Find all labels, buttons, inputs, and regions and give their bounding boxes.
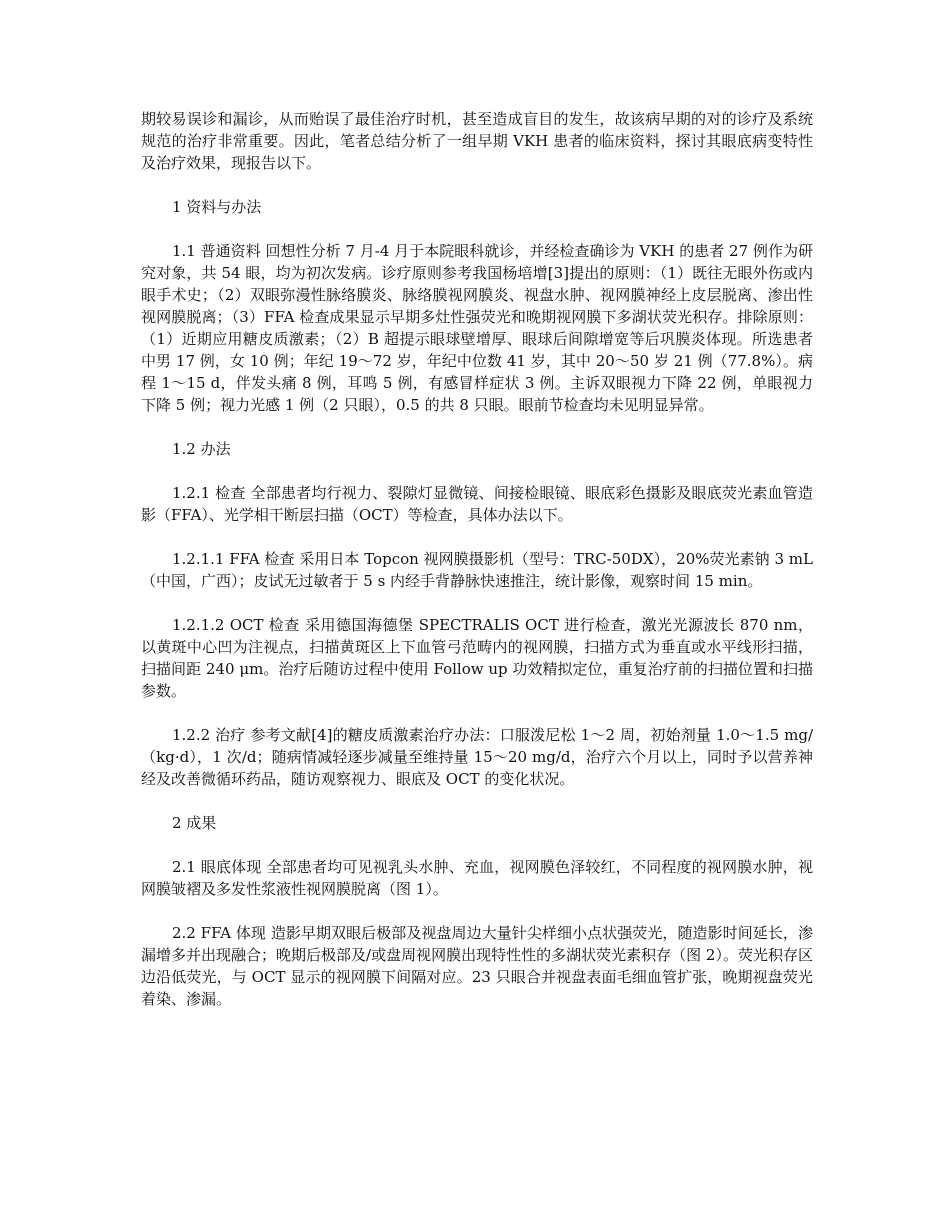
paragraph-ffa-examination: 1.2.1.1 FFA 检查 采用日本 Topcon 视网膜摄影机（型号：TRC-50DX），20%荧光素钠 3 mL（中国，广西）；皮试无过敏者于 5 s 内经手背静脉快速推注，统计影像，观察时间 15 min。 [141, 550, 813, 590]
section-heading-results: 2 成果 [172, 814, 217, 832]
document-page [141, 108, 813, 1032]
paragraph-intro-continuation: 期较易误诊和漏诊，从而贻误了最佳治疗时机，甚至造成盲目的发生，故该病早期的对的诊疗及系统规范的治疗非常重要。因此，笔者总结分析了一组早期 VKH 患者的临床资料，探讨其眼底病变特性及治疗效果，现报告以下。 [141, 110, 813, 172]
paragraph-examination: 1.2.1 检查 全部患者均行视力、裂隙灯显微镜、间接检眼镜、眼底彩色摄影及眼底荧光素血管造影（FFA）、光学相干断层扫描（OCT）等检查，具体办法以下。 [141, 484, 813, 524]
paragraph-fundus-findings: 2.1 眼底体现 全部患者均可见视乳头水肿、充血，视网膜色泽较红，不同程度的视网膜水肿，视网膜皱褶及多发性浆液性视网膜脱离（图 1）。 [141, 858, 813, 898]
paragraph-general-data: 1.1 普通资料 回想性分析 7 月-4 月于本院眼科就诊，并经检查确诊为 VKH 的患者 27 例作为研究对象，共 54 眼，均为初次发病。诊疗原则参考我国杨培增[3]提出的原则：（1）既往无眼外伤或内眼手术史；（2）双眼弥漫性脉络膜炎、脉络膜视网膜炎、视盘水肿、视网膜神经上皮层脱离、渗出性视网膜脱离；（3）FFA 检查成果显示早期多灶性强荧光和晚期视网膜下多湖状荧光积存。排除原则：（1）近期应用糖皮质激素；（2）B 超提示眼球壁增厚、眼球后间隙增宽等后巩膜炎体现。所选患者中男 17 例，女 10 例；年纪 19～72 岁，年纪中位数 41 岁，其中 20～50 岁 21 例（77.8%）。病程 1～15 d，伴发头痛 8 例，耳鸣 5 例，有感冒样症状 3 例。主诉双眼视力下降 22 例，单眼视力下降 5 例；视力光感 1 例（2 只眼），0.5 的共 8 只眼。眼前节检查均未见明显异常。 [141, 242, 813, 414]
paragraph-treatment: 1.2.2 治疗 参考文献[4]的糖皮质激素治疗办法：口服泼尼松 1～2 周，初始剂量 1.0～1.5 mg/（kg·d），1 次/d；随病情减轻逐步减量至维持量 15～20 mg/d，治疗六个月以上，同时予以营养神经及改善微循环药品，随访观察视力、眼底及 OCT 的变化状况。 [141, 726, 813, 788]
paragraph-ffa-findings: 2.2 FFA 体现 造影早期双眼后极部及视盘周边大量针尖样细小点状强荧光，随造影时间延长，渗漏增多并出现融合；晚期后极部及/或盘周视网膜出现特性性的多湖状荧光素积存（图 2）。荧光积存区边沿低荧光，与 OCT 显示的视网膜下间隔对应。23 只眼合并视盘表面毛细血管扩张，晚期视盘荧光着染、渗漏。 [141, 924, 813, 1008]
section-heading-methods: 1.2 办法 [172, 440, 231, 458]
paragraph-oct-examination: 1.2.1.2 OCT 检查 采用德国海德堡 SPECTRALIS OCT 进行检查，激光光源波长 870 nm，以黄斑中心凹为注视点，扫描黄斑区上下血管弓范畴内的视网膜，扫描方式为垂直或水平线形扫描，扫描间距 240 μm。治疗后随访过程中使用 Follow up 功效精拟定位，重复治疗前的扫描位置和扫描参数。 [141, 616, 813, 700]
section-heading-materials-methods: 1 资料与办法 [172, 198, 262, 216]
